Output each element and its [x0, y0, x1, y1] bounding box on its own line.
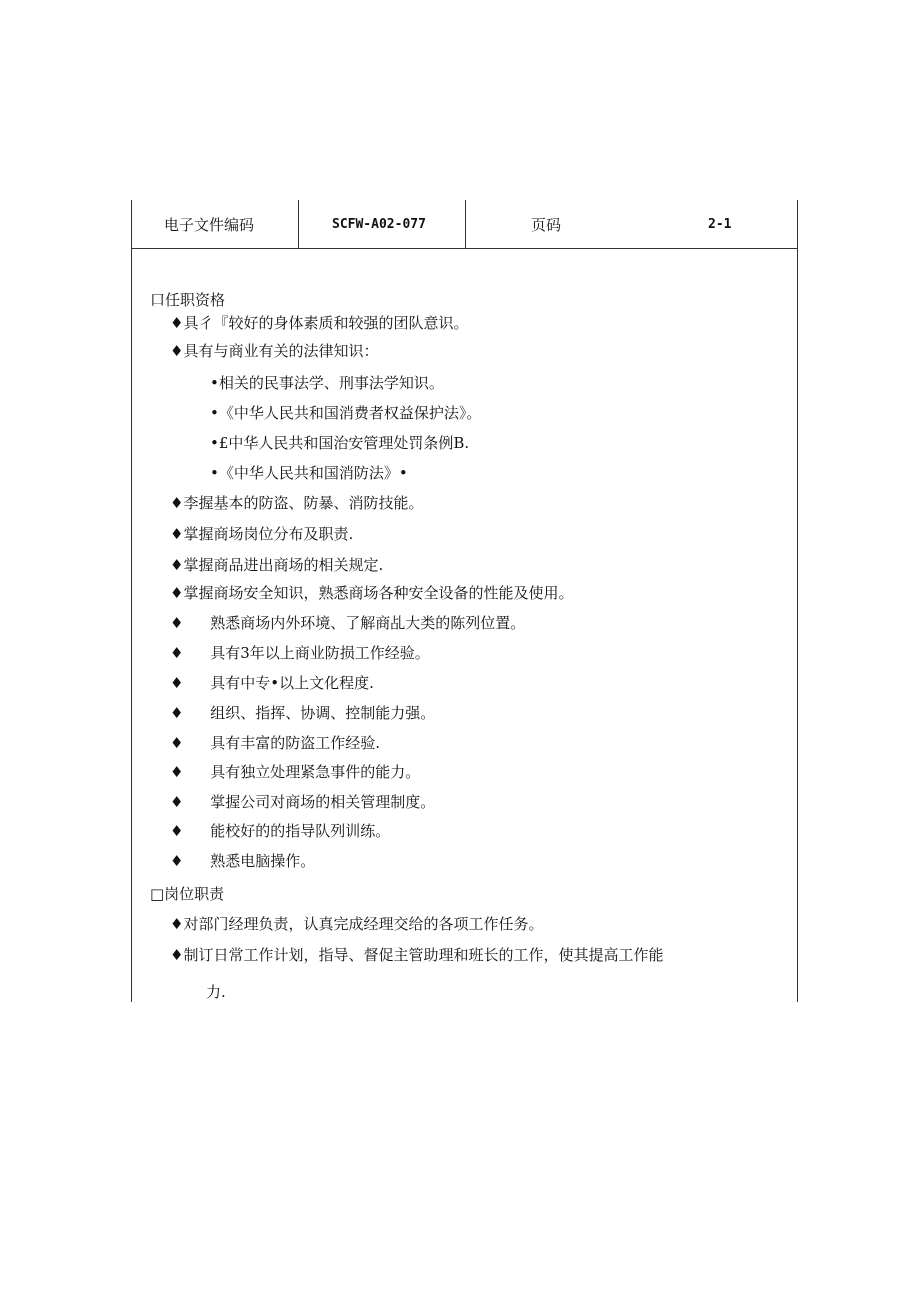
- bulleted-item-text: 熟悉商场内外环境、了解商乩大类的陈列位置。: [210, 614, 526, 632]
- diamond-bullet-icon: ♦: [170, 852, 184, 870]
- list-item-continuation: 力.: [206, 983, 226, 1001]
- diamond-bullet-icon: ♦: [170, 793, 184, 811]
- bulleted-item: [170, 703, 435, 723]
- header-divider: [298, 200, 299, 248]
- bulleted-item: [170, 762, 420, 782]
- diamond-bullet-icon: ♦: [170, 704, 184, 722]
- section-title-duties: □岗位职责: [150, 885, 225, 903]
- bulleted-item-text: 具有中专•以上文化程度.: [210, 674, 374, 692]
- section-title-qualifications: 口任职资格: [150, 291, 226, 309]
- law-item: •《中华人民共和国消费者权益保护法》。: [210, 404, 482, 422]
- list-item: ♦掌握商场安全知识，熟悉商场各种安全设备的性能及使用。: [170, 584, 574, 602]
- diamond-bullet-icon: ♦: [170, 674, 184, 692]
- list-item: ♦制订日常工作计划，指导、督促主管助理和班长的工作，使其提高工作能: [170, 946, 664, 964]
- header-divider: [465, 200, 466, 248]
- law-item: •《中华人民共和国消防法》•: [210, 464, 408, 482]
- header-table: [132, 200, 797, 249]
- law-item: •£中华人民共和国治安管理处罚条例B.: [210, 434, 470, 452]
- bulleted-item-text: 具有3年以上商业防损工作经验。: [210, 644, 430, 662]
- page-label: 页码: [531, 215, 562, 234]
- bulleted-item: [170, 733, 380, 753]
- list-item: ♦掌握商场岗位分布及职责.: [170, 525, 354, 543]
- file-code-value: SCFW-A02-077: [332, 216, 426, 232]
- list-item: ♦具有与商业有关的法律知识：: [170, 342, 379, 360]
- bulleted-item-text: 组织、指挥、协调、控制能力强。: [210, 704, 436, 722]
- bulleted-item: [170, 821, 390, 841]
- bulleted-item: [170, 643, 430, 663]
- diamond-bullet-icon: ♦: [170, 822, 184, 840]
- list-item: ♦对部门经理负责，认真完成经理交给的各项工作任务。: [170, 915, 544, 933]
- diamond-bullet-icon: ♦: [170, 644, 184, 662]
- diamond-bullet-icon: ♦: [170, 734, 184, 752]
- bulleted-item-text: 具有丰富的防盗工作经验.: [210, 734, 381, 752]
- page-value: 2-1: [708, 216, 732, 232]
- list-item: ♦掌握商品进出商场的相关规定.: [170, 556, 384, 574]
- bulleted-item-text: 能校好的的指导队列训练。: [210, 822, 391, 840]
- bulleted-item: [170, 673, 374, 693]
- bulleted-item-text: 具有独立处理紧急事件的能力。: [210, 763, 421, 781]
- bulleted-item-text: 熟悉电脑操作。: [210, 852, 316, 870]
- diamond-bullet-icon: ♦: [170, 614, 184, 632]
- list-item: ♦具彳『较好的身体素质和较强的团队意识。: [170, 314, 469, 332]
- diamond-bullet-icon: ♦: [170, 763, 184, 781]
- bulleted-item: [170, 613, 525, 633]
- list-item: ♦李握基本的防盗、防暴、消防技能。: [170, 494, 424, 512]
- bulleted-item: [170, 851, 315, 871]
- bulleted-item: [170, 792, 435, 812]
- bulleted-item-text: 掌握公司对商场的相关管理制度。: [210, 793, 436, 811]
- law-item: •相关的民事法学、刑事法学知识。: [210, 374, 444, 392]
- file-code-label: 电子文件编码: [164, 215, 255, 234]
